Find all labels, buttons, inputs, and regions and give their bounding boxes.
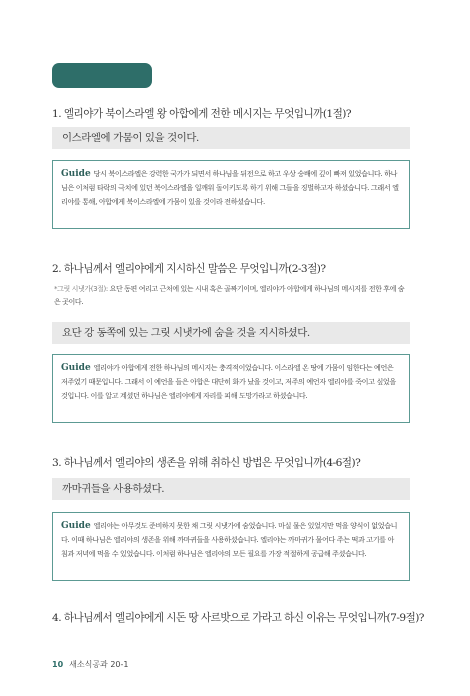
answer-1: 이스라엘에 가뭄이 있을 것이다. (52, 127, 410, 149)
answer-3: 까마귀들을 사용하셨다. (52, 478, 410, 500)
guide-label: Guide (61, 363, 91, 373)
footnote-ref: *그릿 시냇가(3절): (54, 285, 108, 293)
section-header-tab (52, 63, 152, 88)
guide-box-1 (52, 160, 410, 229)
book-title: 새소식공과 20-1 (69, 660, 129, 669)
footnote-text: 요단 동편 여리고 근처에 있는 시내 혹은 골짜기이며, 엘리야가 아합에게 하나님의 메시지를 전한 후에 숨은 곳이다. (54, 285, 405, 306)
guide-box-3 (52, 512, 410, 581)
question-3: 3. 하나님께서 엘리야의 생존을 위해 취하신 방법은 무엇입니까(4-6절)? (52, 457, 361, 469)
question-4: 4. 하나님께서 엘리야에게 시돈 땅 사르밧으로 가라고 하신 이유는 무엇입니까(7-9절)? (52, 612, 424, 624)
page-footer (52, 659, 128, 670)
page-number: 10 (52, 660, 64, 669)
footnote (54, 283, 406, 309)
guide-label: Guide (61, 169, 91, 179)
guide-text: 엘리야는 아무것도 준비하지 못한 채 그릿 시냇가에 숨었습니다. 마실 물은 있었지만 먹을 양식이 없었습니다. 이때 하나님은 엘리야의 생존을 위해 까마귀들을 사용하셨습니다. 엘리야는 까마귀가 물어다 주는 떡과 고기를 아침과 저녁에 먹을 수 있었습니다. 이처럼 하나님은 엘리야의 모든 필요를 가장 적절하게 공급해 주셨습니다. (61, 521, 398, 558)
guide-text: 엘리야가 아합에게 전한 하나님의 메시지는 충격적이었습니다. 이스라엘 온 땅에 가뭄이 임한다는 예언은 저주였기 때문입니다. 그래서 이 예언을 들은 아합은 대단히 화가 났을 것이고, 저주의 예언자 엘리야를 죽이고 싶었을 것입니다. 이를 알고 계셨던 하나님은 엘리야에게 자리를 피해 도망가라고 하셨습니다. (61, 363, 396, 400)
guide-box-2 (52, 354, 410, 423)
guide-text: 당시 북이스라엘은 강력한 국가가 되면서 하나님을 뒤전으로 하고 우상 숭배에 깊이 빠져 있었습니다. 하나님은 이처럼 타락의 극치에 있던 북이스라엘을 일깨워 돌이키도록 하기 위해 그들을 징벌하고자 하셨습니다. 그래서 엘리야를 통해, 아합에게 북이스라엘에 가뭄이 있을 것이라 전하셨습니다. (61, 169, 399, 206)
question-1: 1. 엘리야가 북이스라엘 왕 아합에게 전한 메시지는 무엇입니까(1절)? (52, 108, 351, 120)
answer-2: 요단 강 동쪽에 있는 그릿 시냇가에 숨을 것을 지시하셨다. (52, 322, 410, 344)
question-2: 2. 하나님께서 엘리야에게 지시하신 말씀은 무엇입니까(2-3절)? (52, 263, 326, 275)
guide-label: Guide (61, 521, 91, 531)
